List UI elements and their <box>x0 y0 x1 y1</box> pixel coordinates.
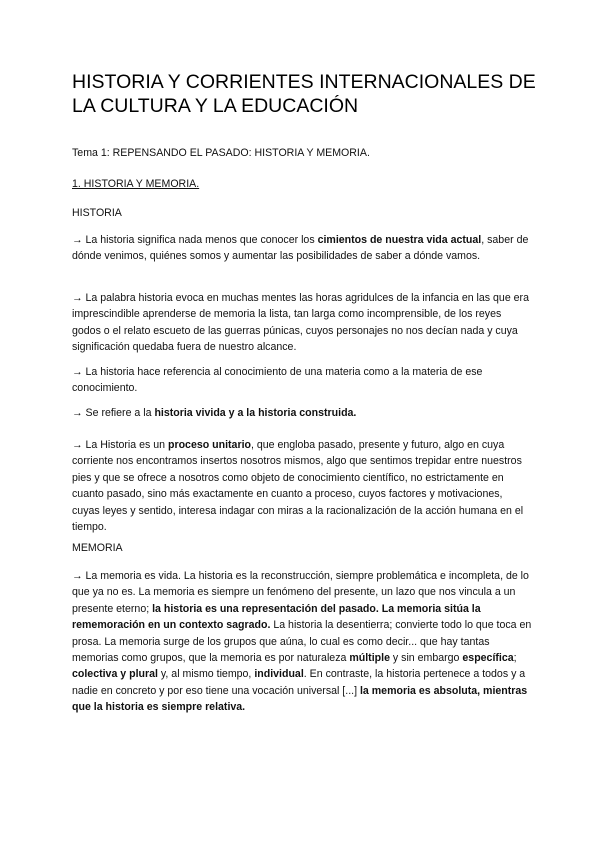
paragraph-1 <box>72 232 532 265</box>
text-segment: → La memoria es vida. La historia es la reconstrucción, siempre problemática e incompleta, de lo que ya no es. La memoria es siempre un fenómeno del presente, un lazo que nos vincula a un presente eterno; <box>72 570 529 615</box>
text-segment: , que engloba pasado, presente y futuro, algo en cuya corriente nos encontramos insertos nosotros mismos, algo que sentimos trepidar entre nuestros pies y que se ofrece a nosotros como objeto de conocimiento científico, no estrictamente en cuanto pasado, sino más exactamente en cuanto a proceso, cuyos factores y motivaciones, cuyas leyes y sentido, interesa indagar con miras a la racionalización de la acción humana en el tiempo. <box>72 439 524 534</box>
text-segment: , saber de dónde venimos, quiénes somos y aumentar las posibilidades de saber a dónde vamos. <box>72 234 529 263</box>
paragraph-6 <box>72 568 532 716</box>
bold-text: la historia es una representación del pasado. La memoria sitúa la rememoración en un contexto sagrado. <box>72 602 481 632</box>
text-segment: La historia la desentierra; convierte todo lo que toca en prosa. La memoria surge de los grupos que aúna, lo cual es como decir... que hay tantas memorias como grupos, que la memoria es por naturaleza <box>72 619 532 665</box>
text-segment: . En contraste, la historia pertenece a todos y a nadie en concreto y por eso tiene una vocación universal [...] <box>72 668 526 697</box>
text-segment: y, al mismo tiempo, <box>157 668 255 681</box>
text-segment: → La Historia es un <box>72 439 168 451</box>
bold-text: historia vivida y a la historia construida. <box>154 407 357 419</box>
text-segment: → Se refiere a la <box>72 407 155 419</box>
paragraph-5 <box>72 437 532 535</box>
bold-text: cimientos de nuestra vida actual <box>317 234 482 246</box>
paragraph-2 <box>72 290 532 356</box>
text-segment: → La historia hace referencia al conocimiento de una materia como a la materia de ese conocimiento. <box>72 366 483 395</box>
text-segment: → La palabra historia evoca en muchas mentes las horas agridulces de la infancia en las que era imprescindible aprenderse de memoria la lista, tan larga como incomprensible, de los reyes godos o el relato escueto de las guerras púnicas, cuyos personajes no nos decían nada y cuya significación quedaba fuera de nuestro alcance. <box>72 292 529 354</box>
bold-text: múltiple <box>349 652 390 665</box>
section-heading: 1. HISTORIA Y MEMORIA. <box>72 178 200 190</box>
historia-heading: HISTORIA <box>72 207 122 219</box>
topic-line: Tema 1: REPENSANDO EL PASADO: HISTORIA Y MEMORIA. <box>72 147 370 159</box>
text-segment: ; <box>513 652 517 665</box>
bold-text: específica <box>462 652 514 665</box>
document-title: HISTORIA Y CORRIENTES INTERNACIONALES DE LA CULTURA Y LA EDUCACIÓN <box>72 71 536 117</box>
text-segment: → La historia significa nada menos que conocer los <box>72 234 318 246</box>
bold-text: colectiva y plural <box>72 668 158 681</box>
paragraph-4 <box>72 405 532 421</box>
bold-text: proceso unitario <box>167 439 251 451</box>
bold-text: la memoria es absoluta, mientras que la historia es siempre relativa. <box>72 684 528 714</box>
memoria-heading: MEMORIA <box>72 542 123 554</box>
bold-text: individual <box>254 668 304 681</box>
paragraph-3 <box>72 364 532 397</box>
text-segment: y sin embargo <box>389 652 463 665</box>
